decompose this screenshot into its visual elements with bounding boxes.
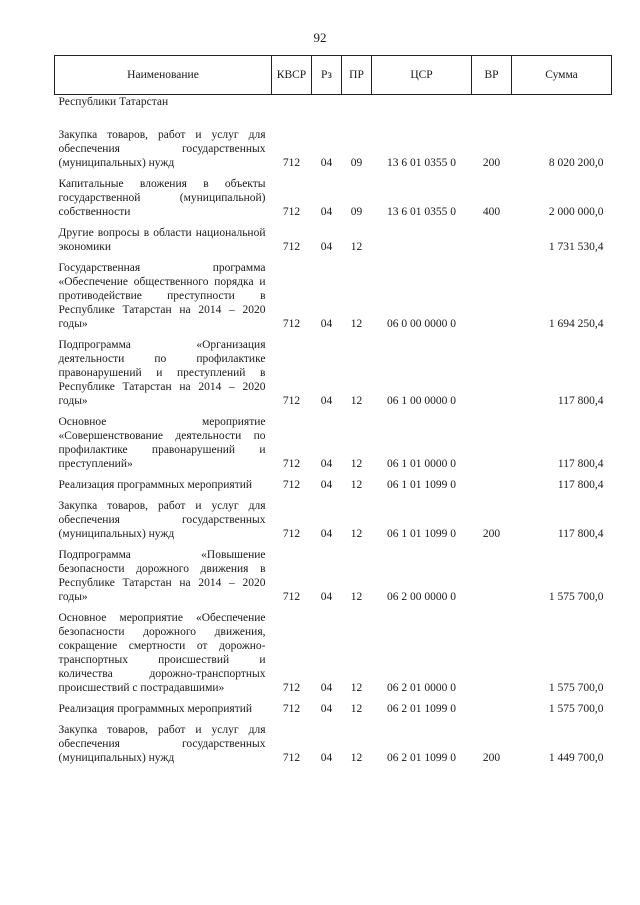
row-pr: 09	[350, 157, 363, 169]
row-rz: 04	[320, 157, 333, 169]
row-kvsr: 712	[282, 591, 301, 603]
row-rz: 04	[320, 458, 333, 470]
row-vr	[472, 219, 512, 254]
row-name: Подпрограмма «Повышение безопасности дорожного движения в Республике Татарстан на 2014 – 2020 годы»	[58, 549, 266, 603]
table-row	[55, 331, 612, 408]
row-sum: 1 449 700,0	[548, 752, 604, 764]
budget-table	[54, 55, 612, 765]
table-row	[55, 254, 612, 331]
table-row	[55, 604, 612, 695]
table-row	[55, 121, 612, 170]
row-vr: 200	[482, 752, 501, 764]
continuation-text: Республики Татарстан	[58, 96, 169, 108]
table-row	[55, 695, 612, 716]
row-rz: 04	[320, 752, 333, 764]
row-rz: 04	[320, 528, 333, 540]
row-rz: 04	[320, 395, 333, 407]
table-row	[55, 716, 612, 765]
row-kvsr: 712	[282, 682, 301, 694]
row-pr: 12	[350, 528, 363, 540]
row-name: Другие вопросы в области национальной экономики	[58, 227, 266, 253]
row-name: Государственная программа «Обеспечение общественного порядка и противодействие преступности в Республике Татарстан на 2014 – 2020 годы»	[58, 262, 266, 330]
row-kvsr: 712	[282, 703, 301, 715]
row-csr: 13 6 01 0355 0	[387, 206, 456, 218]
row-name: Подпрограмма «Организация деятельности по профилактике правонарушений и преступлений в Республике Татарстан на 2014 – 2020 годы»	[58, 339, 266, 407]
row-sum: 1 575 700,0	[548, 591, 604, 603]
header-vr: ВР	[472, 56, 512, 95]
table-row	[55, 408, 612, 471]
header-kvsr: КВСР	[272, 56, 312, 95]
row-sum: 117 800,4	[557, 528, 604, 540]
row-vr	[472, 695, 512, 716]
row-csr: 06 2 01 1099 0	[387, 703, 456, 715]
header-csr: ЦСР	[372, 56, 472, 95]
row-pr: 12	[350, 479, 363, 491]
row-pr: 12	[350, 458, 363, 470]
row-sum: 8 020 200,0	[548, 157, 604, 169]
header-sum: Сумма	[512, 56, 612, 95]
row-kvsr: 712	[282, 241, 301, 253]
row-kvsr: 712	[282, 395, 301, 407]
row-pr: 09	[350, 206, 363, 218]
row-csr	[372, 219, 472, 254]
row-rz: 04	[320, 591, 333, 603]
row-vr: 200	[482, 157, 501, 169]
row-vr	[472, 331, 512, 408]
row-rz: 04	[320, 241, 333, 253]
row-rz: 04	[320, 479, 333, 491]
continuation-row	[55, 95, 612, 122]
row-vr	[472, 254, 512, 331]
row-kvsr: 712	[282, 206, 301, 218]
row-vr: 200	[482, 528, 501, 540]
row-csr: 06 1 01 1099 0	[387, 528, 456, 540]
row-name: Основное мероприятие «Совершенствование деятельности по профилактике правонарушений и преступлений»	[58, 416, 266, 470]
row-csr: 06 2 01 0000 0	[387, 682, 456, 694]
row-name: Закупка товаров, работ и услуг для обеспечения государственных (муниципальных) нужд	[58, 500, 266, 540]
row-rz: 04	[320, 206, 333, 218]
row-name: Закупка товаров, работ и услуг для обеспечения государственных (муниципальных) нужд	[58, 129, 266, 169]
row-vr	[472, 541, 512, 604]
row-csr: 06 1 00 0000 0	[387, 395, 456, 407]
row-rz: 04	[320, 682, 333, 694]
table-row	[55, 492, 612, 541]
row-sum: 117 800,4	[557, 395, 604, 407]
row-sum: 1 575 700,0	[548, 682, 604, 694]
row-csr: 06 1 01 0000 0	[387, 458, 456, 470]
table-row	[55, 219, 612, 254]
table-row	[55, 541, 612, 604]
row-csr: 06 1 01 1099 0	[387, 479, 456, 491]
row-vr	[472, 471, 512, 492]
table-row	[55, 170, 612, 219]
row-pr: 12	[350, 241, 363, 253]
row-pr: 12	[350, 591, 363, 603]
row-kvsr: 712	[282, 528, 301, 540]
row-sum: 1 694 250,4	[548, 318, 604, 330]
header-pr: ПР	[342, 56, 372, 95]
row-rz: 04	[320, 703, 333, 715]
row-pr: 12	[350, 703, 363, 715]
row-kvsr: 712	[282, 318, 301, 330]
row-sum: 1 575 700,0	[548, 703, 604, 715]
row-sum: 1 731 530,4	[548, 241, 604, 253]
row-name: Реализация программных мероприятий	[58, 479, 253, 491]
row-rz: 04	[320, 318, 333, 330]
table-header-row	[55, 56, 612, 95]
row-csr: 06 2 00 0000 0	[387, 591, 456, 603]
row-kvsr: 712	[282, 752, 301, 764]
row-vr: 400	[482, 206, 501, 218]
row-csr: 06 0 00 0000 0	[387, 318, 456, 330]
row-csr: 06 2 01 1099 0	[387, 752, 456, 764]
row-pr: 12	[350, 395, 363, 407]
row-kvsr: 712	[282, 157, 301, 169]
page-number: 92	[313, 30, 327, 45]
row-vr	[472, 604, 512, 695]
header-name: Наименование	[55, 56, 272, 95]
row-sum: 117 800,4	[557, 458, 604, 470]
header-rz: Рз	[312, 56, 342, 95]
row-sum: 117 800,4	[557, 479, 604, 491]
row-kvsr: 712	[282, 458, 301, 470]
row-name: Основное мероприятие «Обеспечение безопасности дорожного движения, сокращение смертности от дорожно-транспортных происшествий и количества дорожно-транспортных происшествий с пострадавшими»	[58, 612, 266, 694]
row-pr: 12	[350, 318, 363, 330]
row-csr: 13 6 01 0355 0	[387, 157, 456, 169]
row-name: Капитальные вложения в объекты государственной (муниципальной) собственности	[58, 178, 266, 218]
row-name: Закупка товаров, работ и услуг для обеспечения государственных (муниципальных) нужд	[58, 724, 266, 764]
row-name: Реализация программных мероприятий	[58, 703, 253, 715]
table-row	[55, 471, 612, 492]
row-pr: 12	[350, 752, 363, 764]
row-vr	[472, 408, 512, 471]
row-kvsr: 712	[282, 479, 301, 491]
row-pr: 12	[350, 682, 363, 694]
row-sum: 2 000 000,0	[548, 206, 604, 218]
